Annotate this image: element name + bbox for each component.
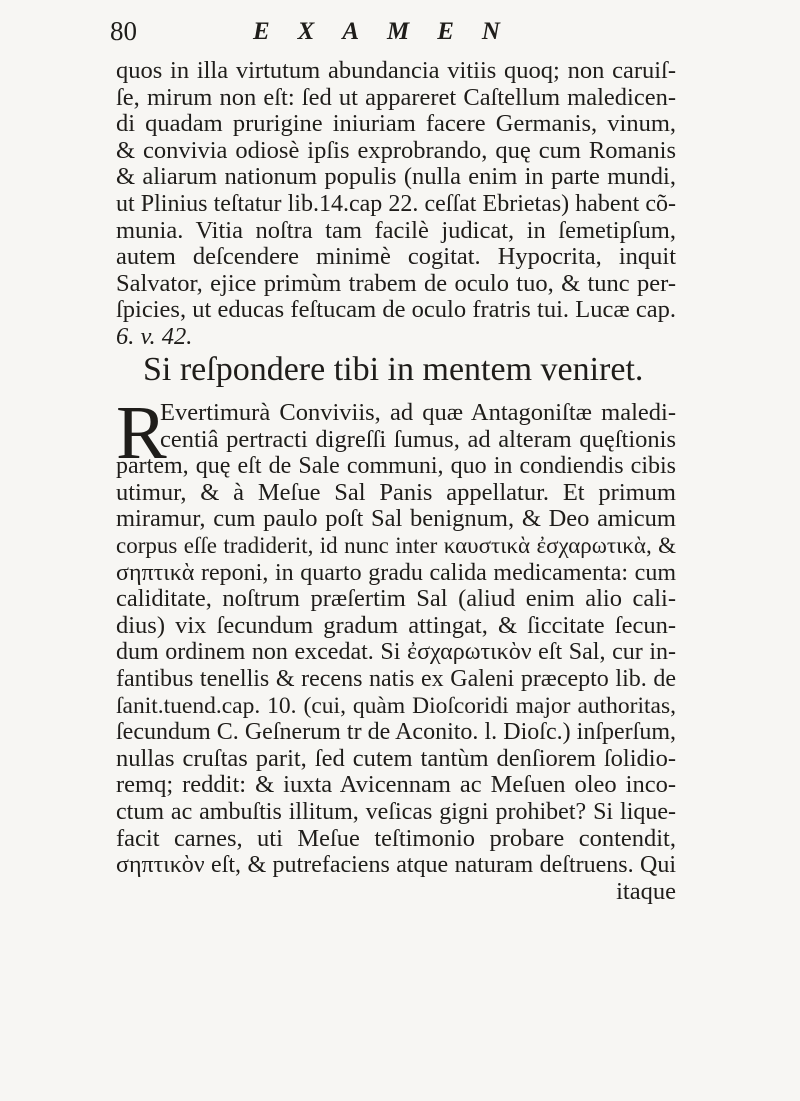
- running-head: EXAMEN: [253, 18, 528, 45]
- text-line: ut Plinius teſtatur lib.14.cap 22. ceſſat Ebrietas) habent cõ-: [116, 190, 676, 217]
- text-line: munia. Vitia noſtra tam facilè judicat, in ſemetipſum,: [116, 216, 676, 244]
- section-heading: Si reſpondere tibi in mentem veniret.: [143, 351, 644, 388]
- paragraph-1: [116, 58, 676, 351]
- drop-cap: R: [116, 391, 167, 475]
- text-line: dius) vix ſecundum gradum attingat, & ſiccitate ſecun-: [116, 611, 676, 639]
- text-line: 6. v. 42.: [116, 322, 193, 350]
- text-line: Salvator, ejice primùm trabem de oculo tuo, & tunc per-: [116, 269, 676, 297]
- text-line: remq; reddit: & iuxta Avicennam ac Meſuen oleo inco-: [116, 771, 676, 799]
- text-line: centiâ pertracti digreſſi ſumus, ad alteram quęſtionis: [160, 425, 676, 453]
- text-line: Evertimurà Conviviis, ad quæ Antagoniſtæ maledi-: [160, 399, 676, 426]
- catchword: itaque: [616, 877, 676, 905]
- text-line: ſe, mirum non eſt: ſed ut appareret Caſtellum maledicen-: [116, 83, 676, 111]
- text-line: caliditate, noſtrum præſertim Sal (aliud enim alio cali-: [116, 585, 676, 613]
- text-line: dum ordinem non excedat. Si ἐσχαρωτικὸν eſt Sal, cur in-: [116, 639, 676, 666]
- text-line: & convivia odiosè ipſis exprobrando, quę cum Romanis: [116, 136, 676, 164]
- text-line: & aliarum nationum populis (nulla enim in parte mundi,: [116, 163, 676, 191]
- page-header: [110, 14, 670, 56]
- text-line: partem, quę eſt de Sale communi, quo in condiendis cibis: [116, 453, 676, 480]
- text-line: facit carnes, uti Meſue teſtimonio probare contendit,: [116, 824, 676, 852]
- text-line: ſecundum C. Geſnerum tr de Aconito. l. Dioſc.) inſperſum,: [116, 719, 676, 746]
- text-line: ſpicies, ut educas feſtucam de oculo fratris tui. Lucæ cap.: [116, 296, 676, 324]
- page-number: 80: [110, 16, 137, 46]
- text-line: quos in illa virtutum abundancia vitiis quoq; non caruiſ-: [116, 57, 676, 84]
- text-line: utimur, & à Meſue Sal Panis appellatur. Et primum: [116, 478, 676, 506]
- text-line: di quadam prurigine iniuriam facere Germanis, vinum,: [116, 110, 676, 138]
- text-line: ctum ac ambuſtis illitum, veſicas gigni prohibet? Si lique-: [116, 798, 676, 825]
- text-line: miramur, cum paulo poſt Sal benignum, & Deo amicum: [116, 505, 676, 533]
- text-line: nullas cruſtas parit, ſed cutem tantùm denſiorem ſolidio-: [116, 744, 676, 772]
- text-line: ſanit.tuend.cap. 10. (cui, quàm Dioſcoridi major authoritas,: [116, 692, 676, 719]
- paragraph-2: [116, 391, 676, 905]
- text-line: fantibus tenellis & recens natis ex Galeni præcepto lib. de: [116, 665, 676, 692]
- text-line: σηπτικὸν eſt, & putrefaciens atque naturam deſtruens. Qui: [116, 852, 676, 879]
- text-line: autem deſcendere minimè cogitat. Hypocrita, inquit: [116, 243, 676, 271]
- text-line: corpus eſſe tradiderit, id nunc inter καυστικὰ ἐσχαρωτικὰ, &: [116, 532, 676, 558]
- text-line: σηπτικὰ reponi, in quarto gradu calida medicamenta: cum: [116, 559, 676, 586]
